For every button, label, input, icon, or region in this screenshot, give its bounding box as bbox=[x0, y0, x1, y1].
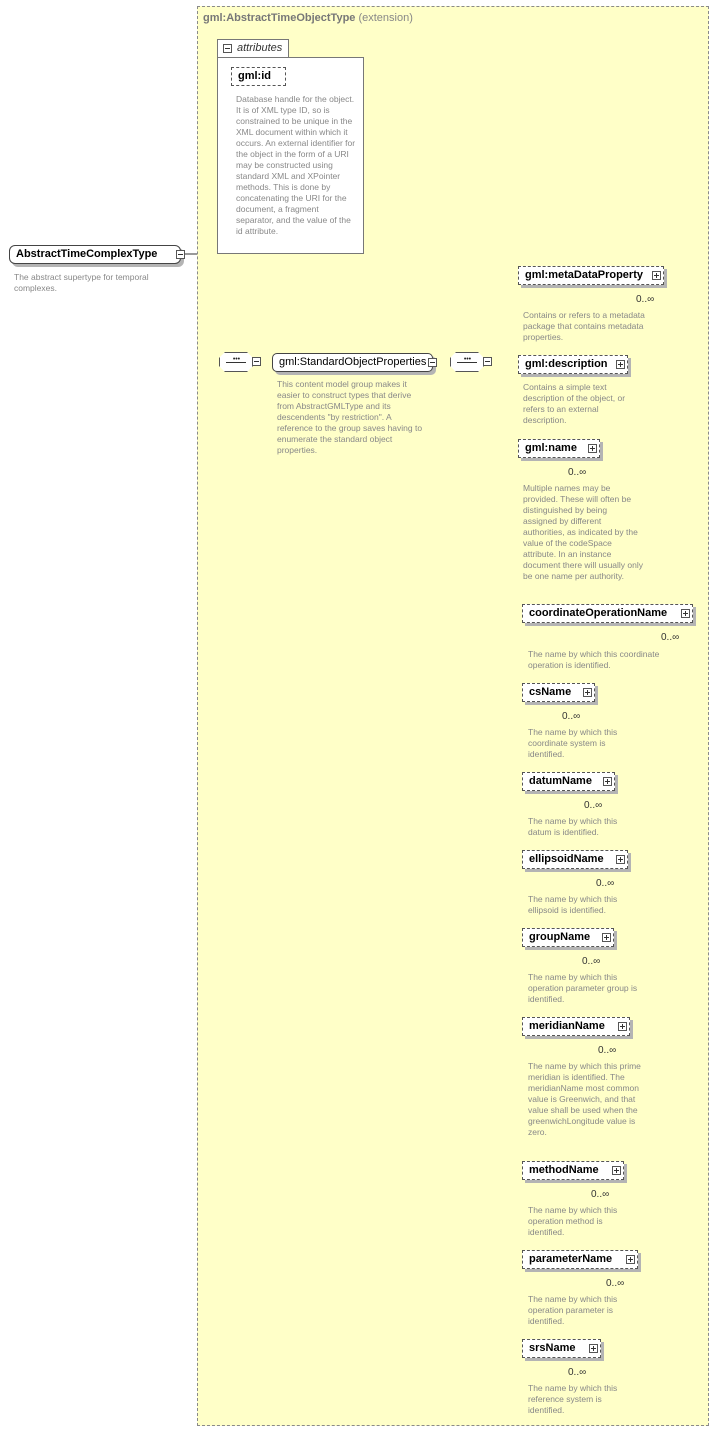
substitution-description: The name by which this prime meridian is identified. The meridianName most common value is Greenwich, and that value shall be used when the greenwichLongitude value is zero. bbox=[528, 1061, 641, 1137]
substitution-cardinality: 0..∞ bbox=[598, 1045, 617, 1056]
substitution-description: The name by which this operation method is identified. bbox=[528, 1205, 618, 1237]
element-cardinality: 0..∞ bbox=[636, 294, 655, 305]
substitution-node-coordinateoperationname[interactable] bbox=[522, 604, 693, 623]
element-node-metadataproperty[interactable] bbox=[518, 266, 664, 285]
element-node-name[interactable] bbox=[518, 439, 600, 458]
expand-icon[interactable] bbox=[626, 1255, 635, 1264]
collapse-icon[interactable] bbox=[176, 250, 185, 259]
attributes-tab[interactable] bbox=[217, 39, 289, 58]
attribute-id-node[interactable] bbox=[231, 67, 286, 86]
expand-icon[interactable] bbox=[588, 444, 597, 453]
extension-type: gml:AbstractTimeObjectType bbox=[203, 12, 356, 24]
substitution-description: The name by which this operation parameter is identified. bbox=[528, 1294, 618, 1326]
substitution-node-groupname[interactable] bbox=[522, 928, 614, 947]
substitution-label: coordinateOperationName bbox=[529, 607, 668, 619]
substitution-label: ellipsoidName bbox=[529, 853, 604, 865]
expand-icon[interactable] bbox=[618, 1022, 627, 1031]
substitution-cardinality: 0..∞ bbox=[584, 800, 603, 811]
substitution-node-ellipsoidname[interactable] bbox=[522, 850, 628, 869]
element-description: Contains or refers to a metadata package that contains metadata properties. bbox=[523, 310, 645, 342]
substitution-node-datumname[interactable] bbox=[522, 772, 615, 791]
attributes-box bbox=[217, 57, 364, 254]
substitution-label: methodName bbox=[529, 1164, 599, 1176]
substitution-cardinality: 0..∞ bbox=[582, 956, 601, 967]
substitution-cardinality: 0..∞ bbox=[596, 878, 615, 889]
substitution-node-methodname[interactable] bbox=[522, 1161, 624, 1180]
collapse-icon[interactable] bbox=[223, 44, 232, 53]
attributes-tab-label: attributes bbox=[237, 42, 283, 54]
element-label: gml:name bbox=[525, 442, 577, 454]
substitution-label: parameterName bbox=[529, 1253, 613, 1265]
attribute-id-label: gml:id bbox=[238, 70, 271, 82]
group-node[interactable] bbox=[272, 353, 433, 372]
substitution-node-csname[interactable] bbox=[522, 683, 595, 702]
substitution-label: csName bbox=[529, 686, 572, 698]
expand-icon[interactable] bbox=[681, 609, 690, 618]
attribute-id-description: Database handle for the object. It is of XML type ID, so is constrained to be unique in the XML document within which it occurs. An external identifier for the object in the form of a URI may be constructed using standard XML and XPointer methods. This is done by concatenating the URI for the document, a fragment separator, and the value of the id attribute. bbox=[236, 94, 356, 236]
substitution-node-srsname[interactable] bbox=[522, 1339, 601, 1358]
substitution-description: The name by which this operation parameter group is identified. bbox=[528, 972, 638, 1004]
expand-icon[interactable] bbox=[612, 1166, 621, 1175]
root-type-description: The abstract supertype for temporal complexes. bbox=[14, 272, 149, 293]
element-description: Contains a simple text description of the object, or refers to an external description. bbox=[523, 382, 626, 425]
substitution-cardinality: 0..∞ bbox=[562, 711, 581, 722]
substitution-label: groupName bbox=[529, 931, 591, 943]
expand-icon[interactable] bbox=[589, 1344, 598, 1353]
substitution-label: srsName bbox=[529, 1342, 576, 1354]
collapse-icon[interactable] bbox=[483, 357, 492, 366]
group-description: This content model group makes it easier to construct types that derive from AbstractGMLType and its descendents "by restriction". A reference to the group saves having to enumerate the standard object properties. bbox=[277, 379, 423, 455]
expand-icon[interactable] bbox=[602, 933, 611, 942]
extension-title bbox=[203, 12, 413, 24]
element-description: Multiple names may be provided. These will often be distinguished by being assigned by different authorities, as indicated by the value of the codeSpace attribute. In an instance document there will usually only be one name per authority. bbox=[523, 483, 644, 581]
substitution-cardinality: 0..∞ bbox=[606, 1278, 625, 1289]
substitution-description: The name by which this reference system is identified. bbox=[528, 1383, 618, 1415]
substitution-description: The name by which this coordinate operation is identified. bbox=[528, 649, 660, 670]
substitution-node-meridianname[interactable] bbox=[522, 1017, 630, 1036]
element-cardinality: 0..∞ bbox=[568, 467, 587, 478]
expand-icon[interactable] bbox=[603, 777, 612, 786]
substitution-cardinality: 0..∞ bbox=[661, 632, 680, 643]
expand-icon[interactable] bbox=[583, 688, 592, 697]
root-type-label: AbstractTimeComplexType bbox=[16, 248, 158, 260]
element-node-description[interactable] bbox=[518, 355, 628, 374]
expand-icon[interactable] bbox=[616, 360, 625, 369]
sequence-compositor-icon bbox=[450, 352, 484, 372]
substitution-node-parametername[interactable] bbox=[522, 1250, 638, 1269]
substitution-description: The name by which this datum is identified. bbox=[528, 816, 618, 837]
group-label: gml:StandardObjectProperties bbox=[279, 356, 427, 368]
element-label: gml:description bbox=[525, 358, 608, 370]
expand-icon[interactable] bbox=[652, 271, 661, 280]
expand-icon[interactable] bbox=[616, 855, 625, 864]
element-label: gml:metaDataProperty bbox=[525, 269, 643, 281]
substitution-cardinality: 0..∞ bbox=[568, 1367, 587, 1378]
substitution-cardinality: 0..∞ bbox=[591, 1189, 610, 1200]
substitution-label: meridianName bbox=[529, 1020, 605, 1032]
substitution-description: The name by which this ellipsoid is identified. bbox=[528, 894, 618, 915]
collapse-icon[interactable] bbox=[252, 357, 261, 366]
sequence-compositor-icon bbox=[219, 352, 253, 372]
root-type-node[interactable] bbox=[9, 245, 181, 264]
substitution-label: datumName bbox=[529, 775, 592, 787]
collapse-icon[interactable] bbox=[428, 358, 437, 367]
extension-suffix: (extension) bbox=[358, 12, 413, 24]
substitution-description: The name by which this coordinate system is identified. bbox=[528, 727, 618, 759]
